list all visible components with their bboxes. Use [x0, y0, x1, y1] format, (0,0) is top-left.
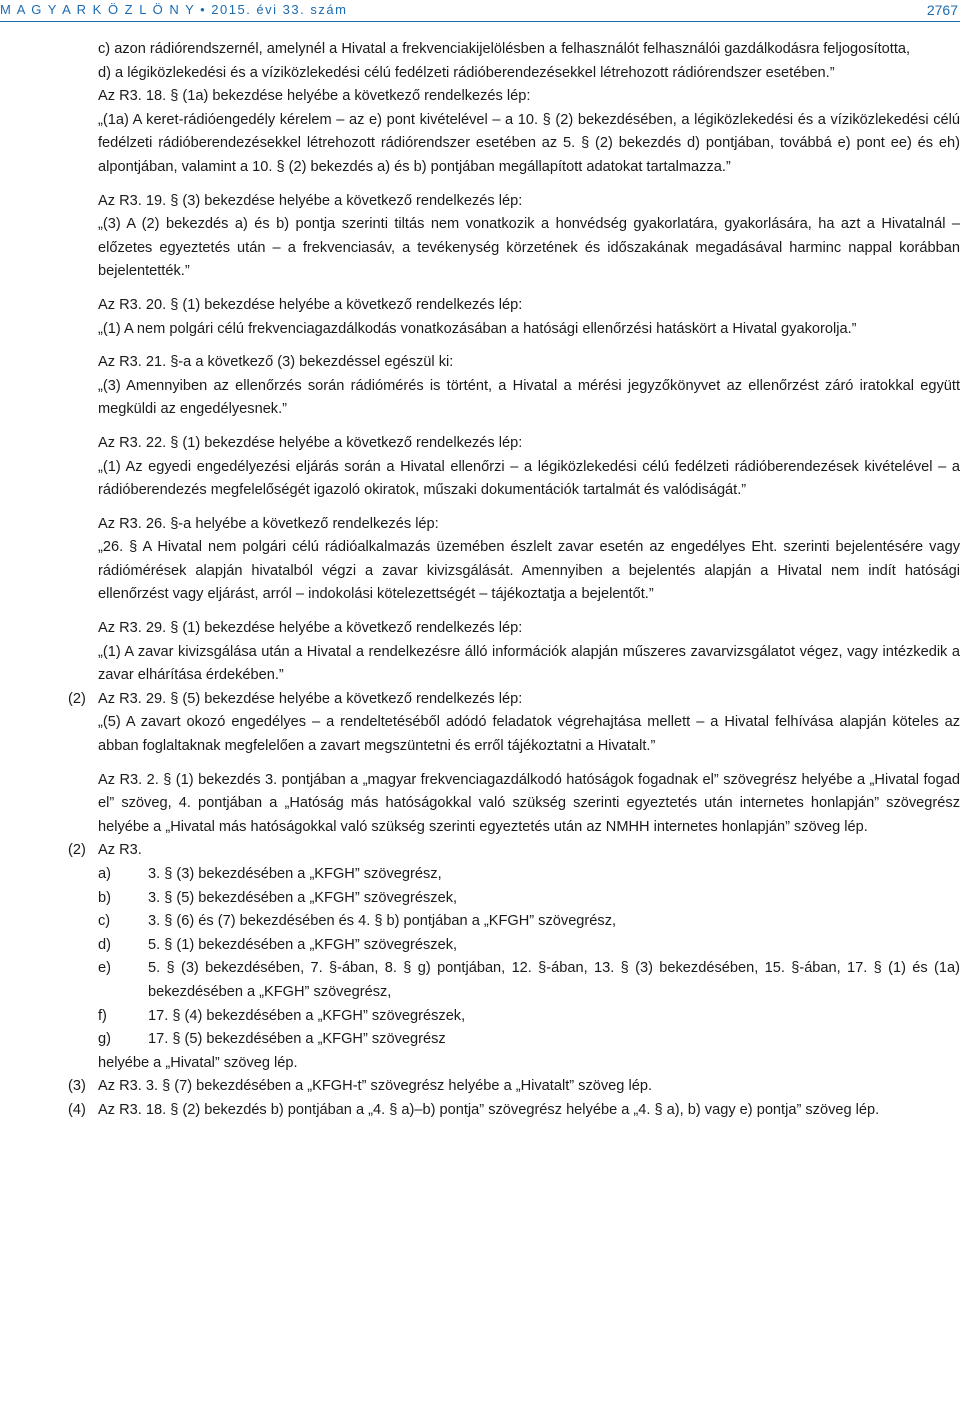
section-text: Az R3. 21. §-a a következő (3) bekezdéssel egészül ki:	[98, 354, 454, 371]
amendment-list	[98, 863, 960, 1052]
list-text: 5. § (3) bekezdésében, 7. §-ában, 8. § g) pontjában, 12. §-ában, 13. § (3) bekezdésében, 15. §-ában, 17. § (1) és (1a) bekezdésében a „KFGH” szövegrész,	[148, 960, 960, 1000]
header-rule	[0, 21, 960, 22]
list-label: g)	[98, 1031, 111, 1048]
section-14	[0, 351, 960, 422]
subsection-number: (2)	[68, 842, 86, 859]
list-label: a)	[98, 866, 111, 882]
amendment-quote: „(5) A zavart okozó engedélyes – a rendeltetéséből adódó feladatok végrehajtása mellett – a Hivatal felhívása alapján köteles az abban foglaltaknak megfelelően a zavart megszüntetni és erről tájékoztatni a Hivatalt.”	[98, 714, 960, 755]
list-label: c)	[98, 913, 111, 930]
subsection-2	[0, 85, 960, 179]
list-text: 17. § (5) bekezdésében a „KFGH” szövegrész	[148, 1031, 446, 1048]
subsection-text: Az R3. 3. § (7) bekezdésében a „KFGH-t” szövegrész helyébe a „Hivatalt” szöveg lép.	[98, 1078, 652, 1095]
amendment-quote: „(1) A zavar kivizsgálása után a Hivatal a rendelkezésre álló információk alapján műszeres zavarvizsgálatot végez, vagy intézkedik a zavar elhárítása érdekében.”	[98, 643, 960, 684]
amendment-quote: „(3) A (2) bekezdés a) és b) pontja szerinti tiltás nem vonatkozik a honvédség gyakorlatára, gyakorlására, ha azt a Hivatalnál – előzetes egyeztetés után – a frekvenciasáv, a tevékenység körzetének és időszakának megadásával harminc nappal korábban bejelentették.”	[98, 216, 960, 280]
subsection-number: (3)	[68, 1078, 86, 1095]
subsection-text: Az R3. 2. § (1) bekezdés 3. pontjában a „magyar frekvenciagazdálkodó hatóságok fogadnak el” szövegrész helyébe a „Hivatal fogad el” szöveg, 4. pontjában a „Hatóság más hatóságokkal való szükség szerinti egyeztetés után internetes honlapján” szövegrész helyébe a „Hivatal más hatóságokkal való szükség szerinti egyeztetés után az NMHH internetes honlapján” szöveg lép.	[98, 771, 960, 835]
list-text: 17. § (4) bekezdésében a „KFGH” szövegrészek,	[148, 1007, 466, 1024]
section-12	[0, 190, 960, 284]
point-d	[0, 62, 960, 86]
subsection-text: Az R3.	[98, 842, 142, 859]
subsection-text: Az R3. 18. § (1a) bekezdése helyébe a következő rendelkezés lép:	[98, 88, 531, 105]
section-text: Az R3. 20. § (1) bekezdése helyébe a következő rendelkezés lép:	[98, 296, 523, 313]
amendment-quote: „26. § A Hivatal nem polgári célú rádióalkalmazás üzemében észlelt zavar esetén az engedélyes Eht. szerinti bejelentésére vagy rádiómérések alapján hivatalból végzi a zavar kivizsgálását. Amennyiben a bejelentés alapján a Hivatal nem indít hatósági ellenőrzést vagy eljárást, arról – indokolási kötelezettségét – tájékoztatja a bejelentőt.”	[98, 539, 960, 603]
amendment-quote: „(1) A nem polgári célú frekvenciagazdálkodás vonatkozásában a hatósági ellenőrzési hatáskört a Hivatal gyakorolja.”	[98, 320, 857, 337]
section-16	[0, 513, 960, 607]
page-header	[0, 0, 960, 24]
list-label: d)	[98, 936, 111, 953]
point-c-text: c) azon rádiórendszernél, amelynél a Hivatal a frekvenciakijelölésben a felhasználót felhasználói gazdálkodásra feljogosította,	[98, 41, 911, 57]
subsection-text: Az R3. 18. § (2) bekezdés b) pontjában a „4. § a)–b) pontja” szövegrész helyébe a „4. § a), b) vagy e) pontja” szöveg lép.	[98, 1101, 880, 1118]
point-c	[0, 38, 960, 62]
subsection-text: Az R3. 29. § (5) bekezdése helyébe a következő rendelkezés lép:	[98, 690, 523, 707]
list-item	[98, 863, 960, 887]
section-text: Az R3. 22. § (1) bekezdése helyébe a következő rendelkezés lép:	[98, 434, 523, 451]
document-body	[0, 38, 960, 1123]
amendment-quote: „(3) Amennyiben az ellenőrzés során rádiómérés is történt, a Hivatal a mérési jegyzőkönyvet az ellenőrzést záró iratokkal együtt megküldi az engedélyesnek.”	[98, 377, 960, 418]
list-text: 3. § (3) bekezdésében a „KFGH” szövegrész,	[148, 866, 442, 882]
list-tail-text: helyébe a „Hivatal” szöveg lép.	[98, 1054, 298, 1071]
section-text: Az R3. 19. § (3) bekezdése helyébe a következő rendelkezés lép:	[98, 192, 523, 209]
list-item	[98, 1005, 960, 1029]
subsection-text: Az R3. 29. § (1) bekezdése helyébe a következő rendelkezés lép:	[98, 620, 523, 637]
list-item	[98, 887, 960, 911]
section-17	[0, 617, 960, 759]
list-label: e)	[98, 960, 111, 977]
amendment-quote: „(1a) A keret-rádióengedély kérelem – az e) pont kivételével – a 10. § (2) bekezdésében, a légiközlekedési és a víziközlekedési célú fedélzeti rádióberendezésekkel létrehozott rádiórendszer esetében az 5. § (2) bekezdés d) pontjában, továbbá e) pont ee) és eh) alpontjában, valamint a 10. § (2) bekezdés a) és b) pontjában megállapított adatokat tartalmazza.”	[98, 111, 960, 175]
list-item	[98, 1028, 960, 1052]
list-item	[98, 957, 960, 1004]
point-d-text: d) a légiközlekedési és a víziközlekedési célú fedélzeti rádióberendezésekkel létrehozott rádiórendszer esetében.”	[98, 64, 835, 81]
list-text: 5. § (1) bekezdésében a „KFGH” szövegrészek,	[148, 936, 458, 953]
list-label: b)	[98, 889, 111, 906]
subsection-number: (4)	[68, 1101, 86, 1118]
journal-title: M A G Y A R K Ö Z L Ö N Y • 2015. évi 33. szám	[0, 2, 348, 17]
list-item	[98, 934, 960, 958]
section-text: Az R3. 26. §-a helyébe a következő rendelkezés lép:	[98, 515, 439, 532]
subsection-number: (2)	[68, 690, 86, 707]
list-text: 3. § (5) bekezdésében a „KFGH” szövegrészek,	[148, 889, 458, 906]
amendment-quote: „(1) Az egyedi engedélyezési eljárás során a Hivatal ellenőrzi – a légiközlekedési célú fedélzeti rádióberendezések kivételével – a rádióberendezés megfelelőségét igazoló okiratok, műszaki dokumentációk tartalmát és valódiságát.”	[98, 458, 960, 499]
section-15	[0, 432, 960, 503]
list-text: 3. § (6) és (7) bekezdésében és 4. § b) pontjában a „KFGH” szövegrész,	[148, 913, 617, 930]
list-item	[98, 910, 960, 934]
page-number: 2767	[926, 2, 958, 18]
section-18	[0, 769, 960, 1123]
list-label: f)	[98, 1007, 107, 1024]
section-13	[0, 294, 960, 341]
